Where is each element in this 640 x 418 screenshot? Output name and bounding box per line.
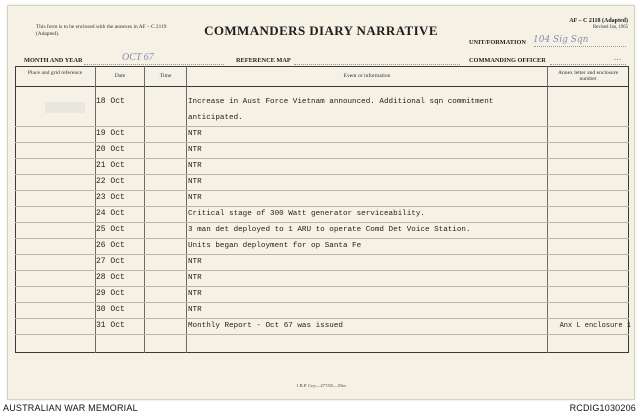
diary-form-sheet bbox=[7, 5, 635, 400]
col-header-annex: Annex letter and enclosure number bbox=[557, 70, 619, 83]
entry-event: Increase in Aust Force Vietnam announced. Additional sqn commitment bbox=[188, 98, 494, 106]
table-row bbox=[8, 174, 634, 190]
entry-date: 24 Oct bbox=[96, 209, 125, 218]
commanding-officer-label: COMMANDING OFFICER bbox=[469, 57, 546, 64]
entry-date: 29 Oct bbox=[96, 289, 125, 298]
table-header-border bbox=[15, 86, 629, 87]
unit-formation-line bbox=[534, 46, 626, 47]
entry-event: Monthly Report - Oct 67 was issued bbox=[188, 322, 343, 330]
commanding-officer-value: ... bbox=[614, 52, 622, 63]
table-top-border bbox=[15, 66, 629, 67]
table-row bbox=[8, 158, 634, 174]
entry-date: 28 Oct bbox=[96, 273, 125, 282]
entry-date: 31 Oct bbox=[96, 321, 125, 330]
table-row bbox=[8, 190, 634, 206]
table-row bbox=[8, 206, 634, 222]
entry-event: NTR bbox=[188, 178, 202, 186]
entry-date: 20 Oct bbox=[96, 145, 125, 154]
table-row bbox=[8, 222, 634, 238]
form-title: COMMANDERS DIARY NARRATIVE bbox=[204, 23, 438, 38]
entry-date: 22 Oct bbox=[96, 177, 125, 186]
col-header-time: Time bbox=[159, 73, 172, 79]
footer-record-id: RCDIG1030206 bbox=[569, 403, 636, 413]
entry-event-continuation: anticipated. bbox=[188, 114, 243, 122]
entry-date: 25 Oct bbox=[96, 225, 125, 234]
unit-formation-value: 104 Sig Sqn bbox=[533, 35, 589, 45]
entry-event: NTR bbox=[188, 274, 202, 282]
footer-archive-name: AUSTRALIAN WAR MEMORIAL bbox=[3, 403, 138, 413]
entry-event: NTR bbox=[188, 146, 202, 154]
entry-event: NTR bbox=[188, 130, 202, 138]
entry-event: NTR bbox=[188, 194, 202, 202]
table-row bbox=[8, 142, 634, 158]
entry-annex: Anx L enclosure 1 bbox=[559, 322, 631, 330]
printer-code: 1 B.P. Coy—277/65—55m bbox=[296, 383, 346, 388]
table-row bbox=[8, 286, 634, 302]
table-row bbox=[8, 94, 634, 110]
entry-event: NTR bbox=[188, 290, 202, 298]
table-row bbox=[8, 254, 634, 270]
col-header-event: Event or information bbox=[343, 73, 391, 79]
reference-map-label: REFERENCE MAP bbox=[236, 57, 291, 64]
entry-date: 21 Oct bbox=[96, 161, 125, 170]
entry-event: NTR bbox=[188, 306, 202, 314]
table-row bbox=[8, 270, 634, 286]
commanding-officer-line bbox=[550, 64, 626, 65]
entry-date: 26 Oct bbox=[96, 241, 125, 250]
col-header-date: Date bbox=[114, 73, 126, 79]
entry-event: Units began deployment for op Santa Fe bbox=[188, 242, 362, 250]
col-header-place: Place and grid reference bbox=[27, 70, 83, 76]
month-year-label: MONTH AND YEAR bbox=[24, 57, 83, 64]
entry-event: Critical stage of 300 Watt generator serviceability. bbox=[188, 210, 425, 218]
entry-event: NTR bbox=[188, 258, 202, 266]
table-row bbox=[8, 126, 634, 142]
reference-map-line bbox=[294, 64, 460, 65]
table-row bbox=[8, 302, 634, 318]
enclosure-note: This form is to be enclosed with the annexes in AF – C 2119 (Adapted). bbox=[36, 24, 167, 37]
entry-date: 30 Oct bbox=[96, 305, 125, 314]
table-row bbox=[8, 318, 634, 334]
table-bottom-border bbox=[15, 352, 629, 353]
entry-date: 23 Oct bbox=[96, 193, 125, 202]
entry-date: 18 Oct bbox=[96, 97, 125, 106]
entry-event: 3 man det deployed to 1 ARU to operate Comd Det Voice Station. bbox=[188, 226, 471, 234]
form-number: AF – C 2118 (Adapted) bbox=[569, 18, 628, 24]
table-row bbox=[8, 238, 634, 254]
entry-date: 19 Oct bbox=[96, 129, 125, 138]
entry-event: NTR bbox=[188, 162, 202, 170]
revised-date: Revised Jan, 1965 bbox=[592, 25, 628, 30]
month-year-value: OCT 67 bbox=[122, 52, 154, 63]
month-year-line bbox=[84, 64, 224, 65]
entry-date: 27 Oct bbox=[96, 257, 125, 266]
unit-formation-label: UNIT/FORMATION bbox=[469, 39, 526, 46]
